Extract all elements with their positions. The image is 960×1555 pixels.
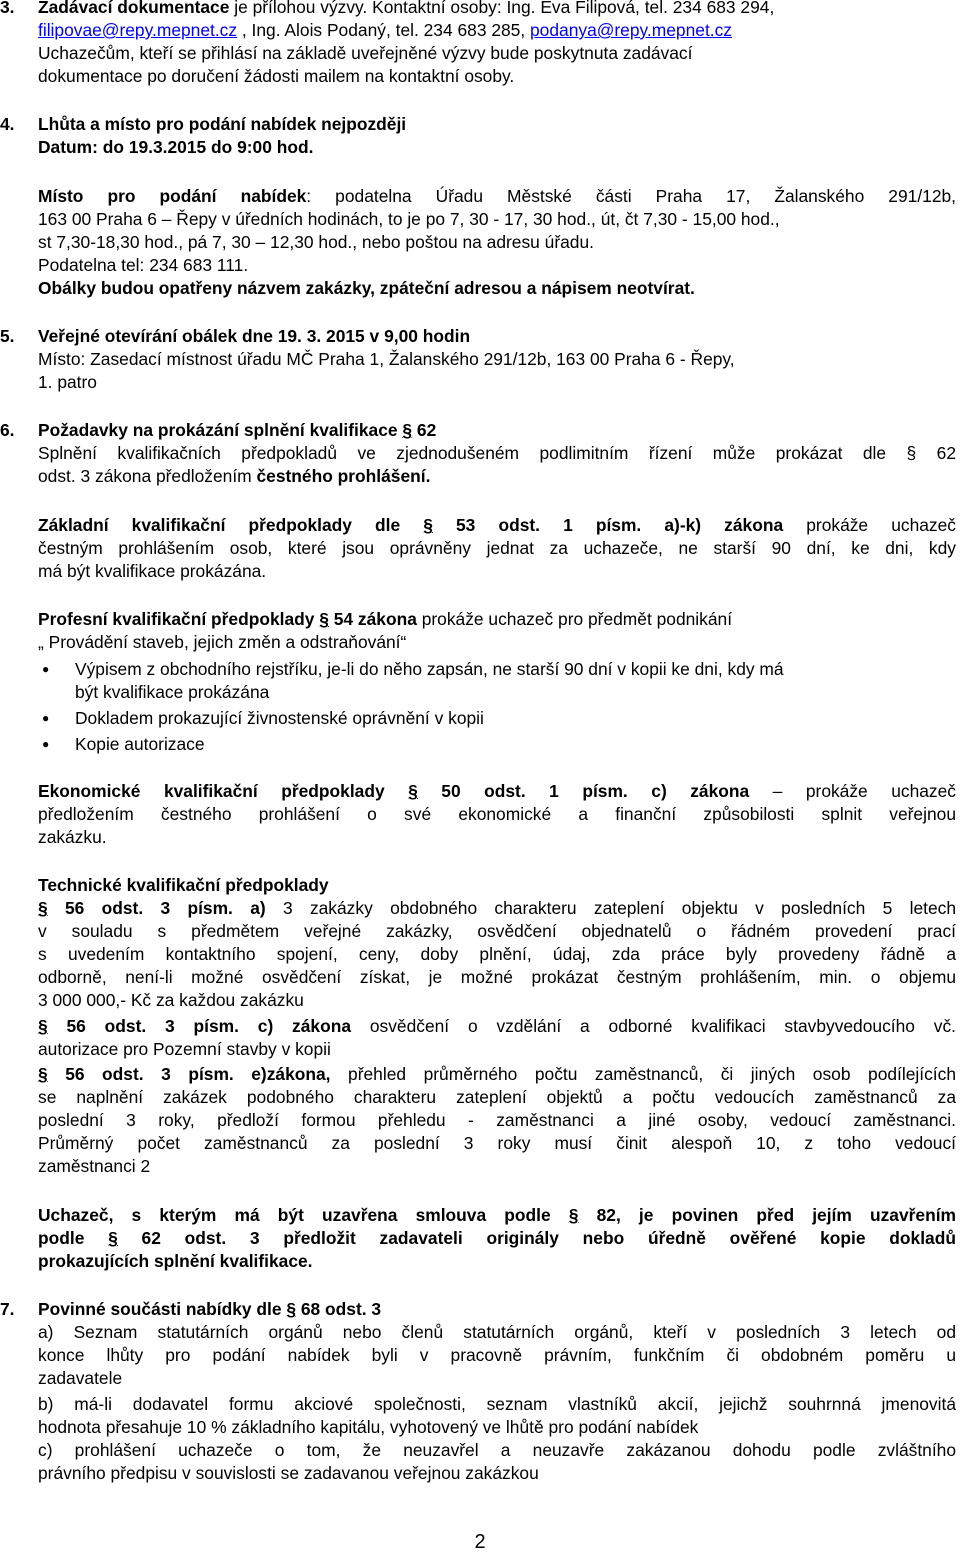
tech-c-text: osvědčení o vzdělání a odborné kvalifikaci stavbyvedoucího vč.: [351, 1016, 956, 1036]
professional-quote: „ Provádění staveb, jejich změn a odstraňování“: [38, 632, 407, 652]
section-3-line-4: dokumentace po doručení žádosti mailem na kontaktní osoby.: [38, 66, 515, 86]
section-4-title: Lhůta a místo pro podání nabídek nejpozději: [38, 114, 407, 134]
section-7-c-line-2: právního předpisu v souvislosti se zadavanou veřejnou zakázkou: [38, 1463, 539, 1483]
professional-qualification-line-1: [38, 608, 956, 631]
technical-a-line-1: [38, 897, 956, 920]
basic-qualification-line-3: má být kvalifikace prokázána.: [38, 561, 267, 581]
section-7-title: [38, 1298, 956, 1321]
section-3-line-2: [38, 19, 956, 42]
technical-e-line-4: Průměrný počet zaměstnanců za poslední 3 roky musí činit alespoň 10, z toho vedoucí: [38, 1133, 956, 1153]
technical-a-line-2: v souladu s předmětem veřejné zakázky, osvědčení objednatelů o řádném provedení prací: [38, 921, 956, 941]
basic-ref: 53 odst. 1 písm. a)-k) zákona: [432, 515, 784, 535]
paragraph-sign: §: [38, 898, 48, 918]
section-7-title-ref: 68 odst. 3: [296, 1299, 382, 1319]
economic-qualification-line-3: zakázku.: [38, 827, 107, 847]
basic-title: Základní kvalifikační předpoklady dle: [38, 515, 424, 535]
section-6-p1-line-1: Splnění kvalifikačních předpokladů ve zjednodušeném podlimitním řízení může prokázat dle § 62: [38, 443, 956, 463]
email-link-filipova[interactable]: filipovae@repy.mepnet.cz: [38, 20, 238, 40]
eco-title: Ekonomické kvalifikační předpoklady: [38, 781, 409, 801]
contract-line-1: [38, 1204, 956, 1227]
section-4-date: Datum: do 19.3.2015 do 9:00 hod.: [38, 137, 314, 157]
technical-c-line-1: [38, 1015, 956, 1038]
section-3-contact-2: , Ing. Alois Podaný, tel. 234 683 285,: [237, 20, 531, 40]
paragraph-sign: §: [568, 1205, 579, 1225]
section-7-a-line-2: konce lhůty pro podání nabídek byli v pracovně právním, funkčním či obdobném poměru u: [38, 1345, 956, 1365]
technical-e-line-5: zaměstnanci 2: [38, 1156, 151, 1176]
paragraph-sign: §: [423, 515, 433, 535]
section-6-p1-line-2: [38, 465, 956, 488]
bullet-icon: ●: [42, 711, 50, 725]
technical-e-line-2: se naplnění zakázek podobného charakteru zateplení objektů a počtu vedoucích zaměstnanců za: [38, 1087, 956, 1107]
section-6-title: [38, 419, 956, 442]
eco-ref: 50 odst. 1 písm. c) zákona: [417, 781, 750, 801]
section-6-title-text: Požadavky na prokázání splnění kvalifikace: [38, 420, 403, 440]
paragraph-sign: §: [38, 1064, 48, 1084]
technical-a-line-3: s uvedením kontaktního spojení, ceny, doby plnění, údaj, zda práce byly provedeny řádně a: [38, 944, 956, 964]
section-3-contacts: je přílohou výzvy. Kontaktní osoby: Ing. Eva Filipová, tel. 234 683 294,: [229, 0, 775, 17]
bullet-icon: ●: [42, 662, 50, 676]
prof-ref: 54 zákona: [328, 609, 417, 629]
section-7-a-line-1: a) Seznam statutárních orgánů nebo členů statutárních orgánů, kteří v posledních 3 letech od: [38, 1322, 956, 1342]
section-3-line-3: Uchazečům, kteří se přihlásí na základě uveřejněné výzvy bude poskytnuta zadávací: [38, 43, 693, 63]
p1-text: odst. 3 zákona předložením: [38, 466, 257, 486]
paragraph-sign: §: [319, 609, 329, 629]
bullet-item-1: Výpisem z obchodního rejstříku, je-li do něho zapsán, ne starší 90 dní v kopii ke dni, kdy má: [75, 659, 784, 679]
economic-qualification-line-2: předložením čestného prohlášení o své ekonomické a finanční způsobilosti splnit veřejnou: [38, 804, 956, 824]
eco-text: – prokáže uchazeč: [749, 781, 956, 801]
technical-a-line-5: 3 000 000,- Kč za každou zakázku: [38, 990, 304, 1010]
section-4-place-line-3: st 7,30-18,30 hod., pá 7, 30 – 12,30 hod., nebo poštou na adresu úřadu.: [38, 232, 594, 252]
bullet-icon: ●: [42, 737, 50, 751]
section-6-number: 6.: [0, 420, 15, 440]
contract-line-3: prokazujících splnění kvalifikace.: [38, 1251, 313, 1271]
section-3-line-1: [38, 0, 956, 19]
technical-qualification-title: Technické kvalifikační předpoklady: [38, 875, 329, 895]
contract-line-2: [38, 1227, 956, 1250]
section-7-b-line-2: hodnota přesahuje 10 % základního kapitálu, vyhotovený ve lhůtě pro podání nabídek: [38, 1417, 699, 1437]
paragraph-sign: §: [38, 1016, 48, 1036]
p1-bold: čestného prohlášení.: [256, 466, 431, 486]
bullet-item-3: Kopie autorizace: [75, 734, 205, 754]
economic-qualification-line-1: [38, 780, 956, 803]
section-5-title: Veřejné otevírání obálek dne 19. 3. 2015 v 9,00 hodin: [38, 326, 471, 346]
section-4-place-line-2: 163 00 Praha 6 – Řepy v úředních hodinách, to je po 7, 30 - 17, 30 hod., út, čt 7,30 - 15,00 hod.,: [38, 209, 780, 229]
contract-text-4: 62 odst. 3 předložit zadavateli originály nebo úředně ověřené kopie dokladů: [117, 1228, 956, 1248]
page-number: 2: [474, 1531, 486, 1553]
section-7-title-text: Povinné součásti nabídky dle: [38, 1299, 287, 1319]
contract-text: Uchazeč, s kterým má být uzavřena smlouva podle: [38, 1205, 569, 1225]
tech-a-ref: 56 odst. 3 písm. a): [47, 898, 266, 918]
section-4-envelopes: Obálky budou opatřeny názvem zakázky, zpáteční adresou a nápisem neotvírat.: [38, 278, 695, 298]
paragraph-sign: §: [108, 1228, 118, 1248]
section-7-number: 7.: [0, 1299, 15, 1319]
email-link-podany[interactable]: podanya@repy.mepnet.cz: [530, 20, 732, 40]
bullet-item-1-cont: být kvalifikace prokázána: [75, 682, 270, 702]
bullet-item-2: Dokladem prokazující živnostenské oprávnění v kopii: [75, 708, 484, 728]
basic-qualification-line-1: [38, 514, 956, 537]
technical-e-line-3: poslední 3 roky, předloží formou přehledu - zaměstnanci a jiné osoby, vedoucí zaměstnanci.: [38, 1110, 956, 1130]
section-5-line-1: Místo: Zasedací místnost úřadu MČ Praha 1, Žalanského 291/12b, 163 00 Praha 6 - Řepy,: [38, 349, 735, 369]
place-label: Místo pro podání nabídek: [38, 186, 307, 206]
section-4-phone: Podatelna tel: 234 683 111.: [38, 255, 249, 275]
technical-a-line-4: odborně, není-li možné osvědčení získat, je možné prokázat čestným prohlášením, min. o objemu: [38, 967, 956, 987]
section-6-title-num: 62: [412, 420, 437, 440]
section-7-c-line-1: c) prohlášení uchazeče o tom, že neuzavřel a neuzavře zakázanou dohodu podle zvláštního: [38, 1440, 956, 1460]
tech-e-ref: 56 odst. 3 písm. e)zákona,: [47, 1064, 331, 1084]
section-5-line-2: 1. patro: [38, 372, 97, 392]
basic-text: prokáže uchazeč: [783, 515, 956, 535]
section-3-number: 3.: [0, 0, 15, 17]
technical-e-line-1: [38, 1063, 956, 1086]
contract-text-3: podle: [38, 1228, 109, 1248]
tech-c-ref: 56 odst. 3 písm. c) zákona: [47, 1016, 352, 1036]
paragraph-sign: §: [286, 1299, 297, 1319]
technical-c-line-2: autorizace pro Pozemní stavby v kopii: [38, 1039, 331, 1059]
prof-title: Profesní kvalifikační předpoklady: [38, 609, 320, 629]
section-5-number: 5.: [0, 326, 15, 346]
tech-e-text: přehled průměrného počtu zaměstnanců, či jiných osob podílejících: [330, 1064, 956, 1084]
tech-a-text: 3 zakázky obdobného charakteru zateplení objektu v posledních 5 letech: [265, 898, 956, 918]
place-text: : podatelna Úřadu Městské části Praha 17, Žalanského 291/12b,: [306, 186, 956, 206]
paragraph-sign: §: [408, 781, 418, 801]
section-7-b-line-1: b) má-li dodavatel formu akciové společnosti, seznam vlastníků akcií, jejichž souhrnná jmenovitá: [38, 1394, 956, 1414]
section-4-number: 4.: [0, 114, 15, 134]
paragraph-sign: §: [402, 420, 413, 440]
section-4-place-line-1: [38, 185, 956, 208]
section-3-title: Zadávací dokumentace: [38, 0, 230, 17]
contract-text-2: 82, je povinen před jejím uzavřením: [578, 1205, 957, 1225]
basic-qualification-line-2: čestným prohlášením osob, které jsou oprávněny jednat za uchazeče, ne starší 90 dní, ke dni, kdy: [38, 538, 956, 558]
prof-text: prokáže uchazeč pro předmět podnikání: [416, 609, 733, 629]
section-7-a-line-3: zadavatele: [38, 1368, 123, 1388]
